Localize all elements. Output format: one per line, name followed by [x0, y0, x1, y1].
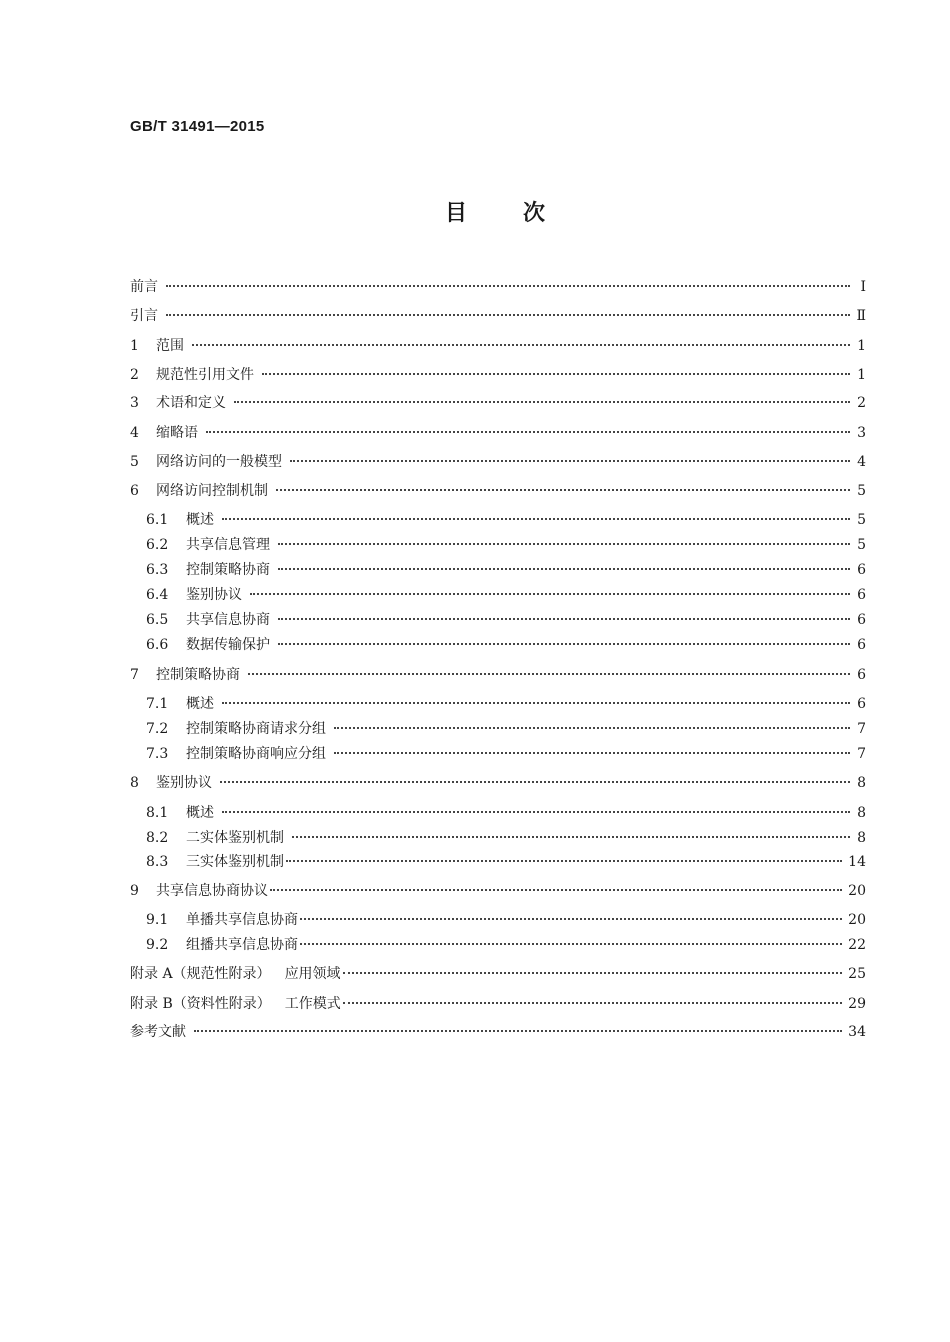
- toc-entry-label: 附录 A（规范性附录）: [130, 966, 271, 982]
- toc-entry-label: 控制策略协商: [186, 562, 270, 578]
- dot-leader: [276, 489, 850, 491]
- toc-entry-label: 概述: [186, 512, 214, 528]
- dot-leader: [270, 889, 842, 891]
- toc-entry-6-6[interactable]: [146, 634, 866, 656]
- dot-leader: [292, 836, 850, 838]
- dot-leader: [166, 314, 850, 316]
- toc-entry-label: 组播共享信息协商: [186, 937, 298, 953]
- toc-entry-9-2[interactable]: [146, 934, 866, 956]
- toc-entry-label: 引言: [130, 308, 158, 324]
- toc-entry-9[interactable]: [130, 880, 866, 902]
- toc-entry-number: 8.3: [146, 854, 169, 870]
- toc-entry-7-2[interactable]: [146, 718, 866, 740]
- toc-entry-page: 20: [848, 883, 866, 899]
- toc-entry-page: 6: [857, 667, 866, 683]
- toc-entry-3[interactable]: [130, 392, 866, 414]
- toc-entry-page: 2: [857, 395, 866, 411]
- dot-leader: [234, 401, 850, 403]
- toc-entry-page: 5: [857, 512, 866, 528]
- toc-entry-page: 1: [857, 367, 866, 383]
- dot-leader: [222, 518, 850, 520]
- toc-entry-number: 6.4: [146, 587, 169, 603]
- toc-entry-5[interactable]: [130, 451, 866, 473]
- toc-entry-page: Ⅱ: [856, 308, 866, 324]
- toc-entry-4[interactable]: [130, 422, 866, 444]
- toc-entry-appendix-a[interactable]: [130, 963, 866, 985]
- toc-entry-9-1[interactable]: [146, 909, 866, 931]
- toc-entry-label: 网络访问控制机制: [156, 483, 268, 499]
- toc-entry-label: 范围: [156, 338, 184, 354]
- toc-entry-7-1[interactable]: [146, 693, 866, 715]
- toc-entry-label: 前言: [130, 279, 158, 295]
- toc-entry-8-1[interactable]: [146, 802, 866, 824]
- toc-entry-page: 34: [848, 1024, 866, 1040]
- dot-leader: [334, 752, 850, 754]
- toc-entry-number: 6.2: [146, 537, 169, 553]
- toc-entry-number: 6.5: [146, 612, 169, 628]
- toc-entry-page: 3: [857, 425, 866, 441]
- toc-entry-page: 6: [857, 562, 866, 578]
- dot-leader: [166, 285, 850, 287]
- toc-entry-label-title: 应用领域: [284, 966, 341, 982]
- toc-entry-page: 25: [848, 966, 866, 982]
- toc-entry-page: 29: [848, 996, 866, 1012]
- toc-entry-page: Ⅰ: [860, 279, 866, 295]
- toc-entry-number: 7.3: [146, 746, 169, 762]
- dot-leader: [343, 1002, 842, 1004]
- toc-entry-references[interactable]: [130, 1021, 866, 1043]
- toc-entry-number: 3: [130, 395, 139, 411]
- toc-entry-6-3[interactable]: [146, 559, 866, 581]
- toc-entry-number: 7.2: [146, 721, 169, 737]
- toc-title-char-2: 次: [523, 201, 546, 226]
- toc-entry-number: 8.2: [146, 830, 169, 846]
- toc-entry-number: 6.6: [146, 637, 169, 653]
- toc-entry-label: 术语和定义: [156, 395, 226, 411]
- toc-entry-page: 7: [857, 721, 866, 737]
- toc-entry-1[interactable]: [130, 335, 866, 357]
- dot-leader: [300, 918, 842, 920]
- toc-entry-number: 5: [130, 454, 139, 470]
- toc-entry-label: 三实体鉴别机制: [186, 854, 284, 870]
- toc-entry-number: 7: [130, 667, 139, 683]
- toc-entry-page: 8: [857, 775, 866, 791]
- dot-leader: [278, 643, 850, 645]
- dot-leader: [250, 593, 850, 595]
- toc-entry-label: 附录 B（资料性附录）: [130, 996, 271, 1012]
- toc-entry-label: 二实体鉴别机制: [186, 830, 284, 846]
- toc-entry-label: 共享信息协商协议: [156, 883, 268, 899]
- toc-entry-number: 9.1: [146, 912, 169, 928]
- toc-entry-number: 6: [130, 483, 139, 499]
- toc-entry-6-1[interactable]: [146, 509, 866, 531]
- toc-entry-label: 鉴别协议: [186, 587, 242, 603]
- dot-leader: [278, 543, 850, 545]
- toc-entry-page: 6: [857, 612, 866, 628]
- toc-entry-label: 控制策略协商: [156, 667, 240, 683]
- toc-entry-8-3[interactable]: [146, 851, 866, 873]
- toc-entry-page: 4: [857, 454, 866, 470]
- dot-leader: [334, 727, 850, 729]
- toc-entry-6-5[interactable]: [146, 609, 866, 631]
- dot-leader: [286, 860, 842, 862]
- toc-entry-number: 1: [130, 338, 139, 354]
- toc-entry-page: 6: [857, 587, 866, 603]
- toc-entry-number: 6.3: [146, 562, 169, 578]
- toc-entry-8-2[interactable]: [146, 827, 866, 849]
- toc-entry-label: 共享信息协商: [186, 612, 270, 628]
- toc-entry-page: 6: [857, 637, 866, 653]
- toc-entry-7-3[interactable]: [146, 743, 866, 765]
- standard-code: GB/T 31491—2015: [130, 118, 265, 135]
- toc-entry-page: 20: [848, 912, 866, 928]
- toc-entry-6-4[interactable]: [146, 584, 866, 606]
- toc-entry-number: 4: [130, 425, 139, 441]
- toc-entry-number: 9.2: [146, 937, 169, 953]
- toc-entry-label: 概述: [186, 696, 214, 712]
- dot-leader: [278, 568, 850, 570]
- toc-entry-number: 2: [130, 367, 139, 383]
- toc-entry-page: 6: [857, 696, 866, 712]
- toc-entry-label: 控制策略协商响应分组: [186, 746, 326, 762]
- dot-leader: [278, 618, 850, 620]
- toc-entry-page: 14: [848, 854, 866, 870]
- toc-entry-label: 参考文献: [130, 1024, 186, 1040]
- toc-entry-number: 8.1: [146, 805, 169, 821]
- dot-leader: [262, 373, 850, 375]
- toc-entry-preface[interactable]: [130, 276, 866, 298]
- toc-entry-2[interactable]: [130, 364, 866, 386]
- dot-leader: [194, 1030, 842, 1032]
- toc-entry-page: 5: [857, 483, 866, 499]
- toc-entry-label: 控制策略协商请求分组: [186, 721, 326, 737]
- toc-entry-label-title: 工作模式: [284, 996, 341, 1012]
- toc-entry-label: 网络访问的一般模型: [156, 454, 282, 470]
- toc-entry-page: 1: [857, 338, 866, 354]
- toc-entry-label: 数据传输保护: [186, 637, 270, 653]
- dot-leader: [192, 344, 850, 346]
- toc-entry-label: 概述: [186, 805, 214, 821]
- toc-entry-label: 缩略语: [156, 425, 198, 441]
- toc-entry-page: 8: [857, 805, 866, 821]
- toc-entry-page: 5: [857, 537, 866, 553]
- toc-entry-number: 6.1: [146, 512, 169, 528]
- toc-entry-label: 鉴别协议: [156, 775, 212, 791]
- toc-entry-label: 共享信息管理: [186, 537, 270, 553]
- toc-entry-page: 8: [857, 830, 866, 846]
- dot-leader: [248, 673, 850, 675]
- toc-entry-8[interactable]: [130, 772, 866, 794]
- toc-entry-number: 9: [130, 883, 139, 899]
- toc-entry-introduction[interactable]: [130, 305, 866, 327]
- toc-entry-label: 规范性引用文件: [156, 367, 254, 383]
- dot-leader: [300, 943, 842, 945]
- toc-entry-page: 22: [848, 937, 866, 953]
- dot-leader: [206, 431, 850, 433]
- toc-entry-7[interactable]: [130, 664, 866, 686]
- dot-leader: [290, 460, 850, 462]
- toc-entry-number: 7.1: [146, 696, 169, 712]
- dot-leader: [343, 972, 843, 974]
- toc-entry-label: 单播共享信息协商: [186, 912, 298, 928]
- dot-leader: [220, 781, 850, 783]
- toc-entry-page: 7: [857, 746, 866, 762]
- dot-leader: [222, 811, 850, 813]
- toc-entry-6[interactable]: [130, 480, 866, 502]
- toc-entry-appendix-b[interactable]: [130, 993, 866, 1015]
- dot-leader: [222, 702, 850, 704]
- toc-title-char-1: 目: [445, 201, 468, 226]
- toc-entry-number: 8: [130, 775, 139, 791]
- toc-entry-6-2[interactable]: [146, 534, 866, 556]
